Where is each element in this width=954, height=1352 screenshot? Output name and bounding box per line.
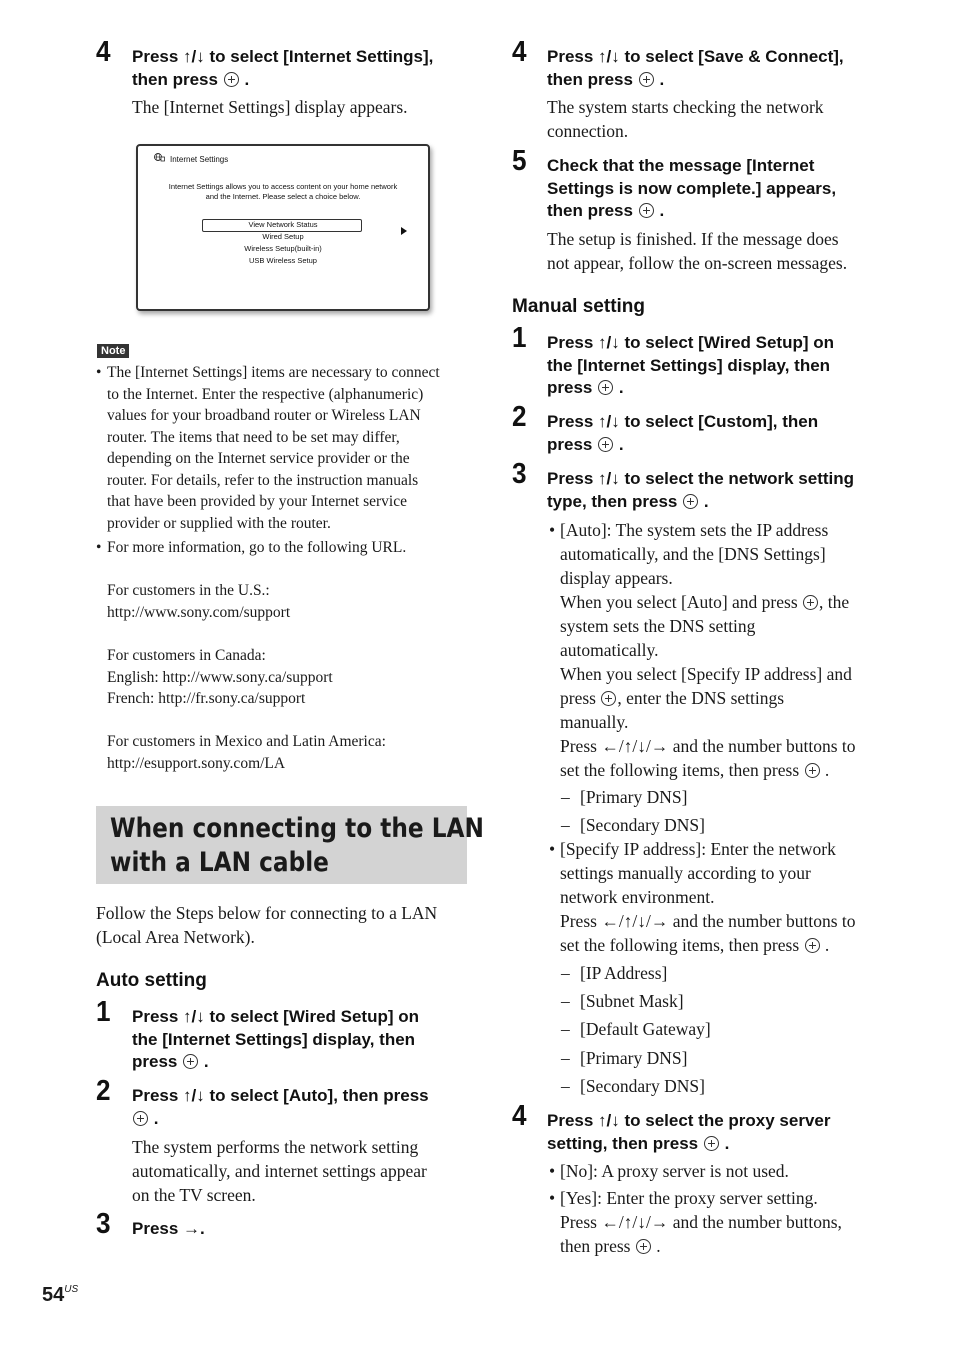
url-link[interactable]: French: http://fr.sony.ca/support	[107, 690, 306, 707]
step-heading: Press ↑/↓ to select [Wired Setup] on the [Internet Settings] display, then press .	[547, 333, 835, 397]
list-item: – [Subnet Mask]	[561, 991, 684, 1011]
step-number: 4	[512, 1100, 527, 1132]
section-title: When connecting to the LAN with a LAN cable	[110, 813, 484, 878]
enter-icon	[805, 763, 820, 778]
step-heading: Press ↑/↓ to select [Custom], then press .	[547, 412, 819, 454]
note-item: • For more information, go to the following URL.	[96, 539, 407, 556]
list-item: – [Secondary DNS]	[561, 1076, 705, 1096]
step-number: 3	[96, 1208, 111, 1240]
option-auto-description: • [Auto]: The system sets the IP address automatically, and the [DNS Settings] display appears. When you select [Auto] and press , the system sets the DNS setting automatically. When you select [Specify IP address] and press , enter the DNS settings manually. Press ←/↑/↓/→ and the number buttons to set the following items, then press .	[549, 520, 856, 780]
network-icon	[154, 153, 165, 162]
option-specify-ip-description: • [Specify IP address]: Enter the network settings manually according to your network environment. Press ←/↑/↓/→ and the number buttons to set the following items, then press .	[549, 839, 856, 955]
option-wireless-setup[interactable]: Wireless Setup(built-in)	[244, 244, 322, 253]
step-number: 1	[96, 996, 111, 1028]
option-usb-wireless-setup[interactable]: USB Wireless Setup	[249, 256, 317, 265]
option-wired-setup[interactable]: Wired Setup	[262, 232, 304, 241]
url-block-canada: For customers in Canada: English: http://www.sony.ca/support French: http://fr.sony.ca/support	[107, 645, 333, 710]
subheading-manual-setting: Manual setting	[512, 296, 646, 317]
step-number: 4	[512, 36, 527, 68]
step-heading: Press →.	[132, 1219, 205, 1238]
enter-icon	[639, 72, 654, 87]
enter-icon	[598, 437, 613, 452]
enter-icon	[803, 595, 818, 610]
enter-icon	[805, 938, 820, 953]
option-yes-description: • [Yes]: Enter the proxy server setting. Press ←/↑/↓/→ and the number buttons, then press .	[549, 1188, 842, 1256]
step-heading: Press ↑/↓ to select the network setting type, then press .	[547, 469, 855, 511]
step-number: 2	[512, 401, 527, 433]
section-header	[96, 806, 484, 884]
enter-icon	[601, 691, 616, 706]
screen-description: Internet Settings allows you to access content on your home network and the Internet. Please select a choice below.	[168, 182, 398, 201]
step-heading: Press ↑/↓ to select [Save & Connect], then press .	[547, 47, 844, 89]
enter-icon	[704, 1136, 719, 1151]
step-body: The system starts checking the network connection.	[547, 97, 824, 141]
page-number: $54^{US}$	[42, 1284, 79, 1306]
enter-icon	[183, 1054, 198, 1069]
note-item: • The [Internet Settings] items are necessary to connect to the Internet. Enter the respective (alphanumeric) values for your broadband router or Wireless LAN router. The items that need to be set may differ, depending on the Internet service provider or the router. For details, refer to the instruction manuals that have been provided by your Internet service provider or supplied with the router.	[96, 364, 440, 532]
step-heading: Check that the message [Internet Settings is now complete.] appears, then press .	[547, 156, 837, 220]
list-item: – [Primary DNS]	[561, 1048, 688, 1068]
step-heading: Press ↑/↓ to select [Auto], then press .	[132, 1086, 429, 1128]
step-number: 3	[512, 458, 527, 490]
step-number: 1	[512, 322, 527, 354]
url-block-latin-america: For customers in Mexico and Latin America: http://esupport.sony.com/LA	[107, 731, 386, 774]
internet-settings-screen	[136, 144, 430, 311]
enter-icon	[683, 494, 698, 509]
enter-icon	[598, 380, 613, 395]
url-link[interactable]: http://www.sony.com/support	[107, 603, 291, 621]
step-body: The setup is finished. If the message does not appear, follow the on-screen messages.	[547, 229, 848, 273]
step-number: 2	[96, 1075, 111, 1107]
url-link[interactable]: http://esupport.sony.com/LA	[107, 754, 286, 772]
url-block-us: For customers in the U.S.: http://www.sony.com/support	[107, 580, 290, 623]
step-heading: Press ↑/↓ to select [Wired Setup] on the [Internet Settings] display, then press .	[132, 1007, 420, 1071]
note-label: Note	[97, 344, 129, 358]
list-item: – [Secondary DNS]	[561, 815, 705, 835]
screen-title: Internet Settings	[170, 155, 229, 164]
list-item: – [Primary DNS]	[561, 787, 688, 807]
list-item: – [IP Address]	[561, 963, 668, 983]
option-view-network-status[interactable]: View Network Status	[248, 220, 318, 229]
enter-icon	[224, 72, 239, 87]
list-item: – [Default Gateway]	[561, 1019, 711, 1039]
step-heading: Press ↑/↓ to select [Internet Settings], then press .	[132, 47, 434, 89]
subheading-auto-setting: Auto setting	[96, 970, 207, 991]
enter-icon	[636, 1239, 651, 1254]
intro-text: Follow the Steps below for connecting to a LAN (Local Area Network).	[96, 903, 438, 947]
step-heading: Press ↑/↓ to select the proxy server setting, then press .	[547, 1111, 831, 1153]
url-link[interactable]: English: http://www.sony.ca/support	[107, 668, 333, 686]
step-body: The [Internet Settings] display appears.	[132, 97, 408, 117]
arrow-right-icon	[401, 227, 407, 235]
step-body: The system performs the network setting automatically, and internet settings appear on the TV screen.	[132, 1137, 427, 1205]
enter-icon	[133, 1111, 148, 1126]
option-no-description: • [No]: A proxy server is not used.	[549, 1161, 789, 1181]
step-number: 5	[512, 145, 527, 177]
step-number: 4	[96, 36, 111, 68]
enter-icon	[639, 203, 654, 218]
